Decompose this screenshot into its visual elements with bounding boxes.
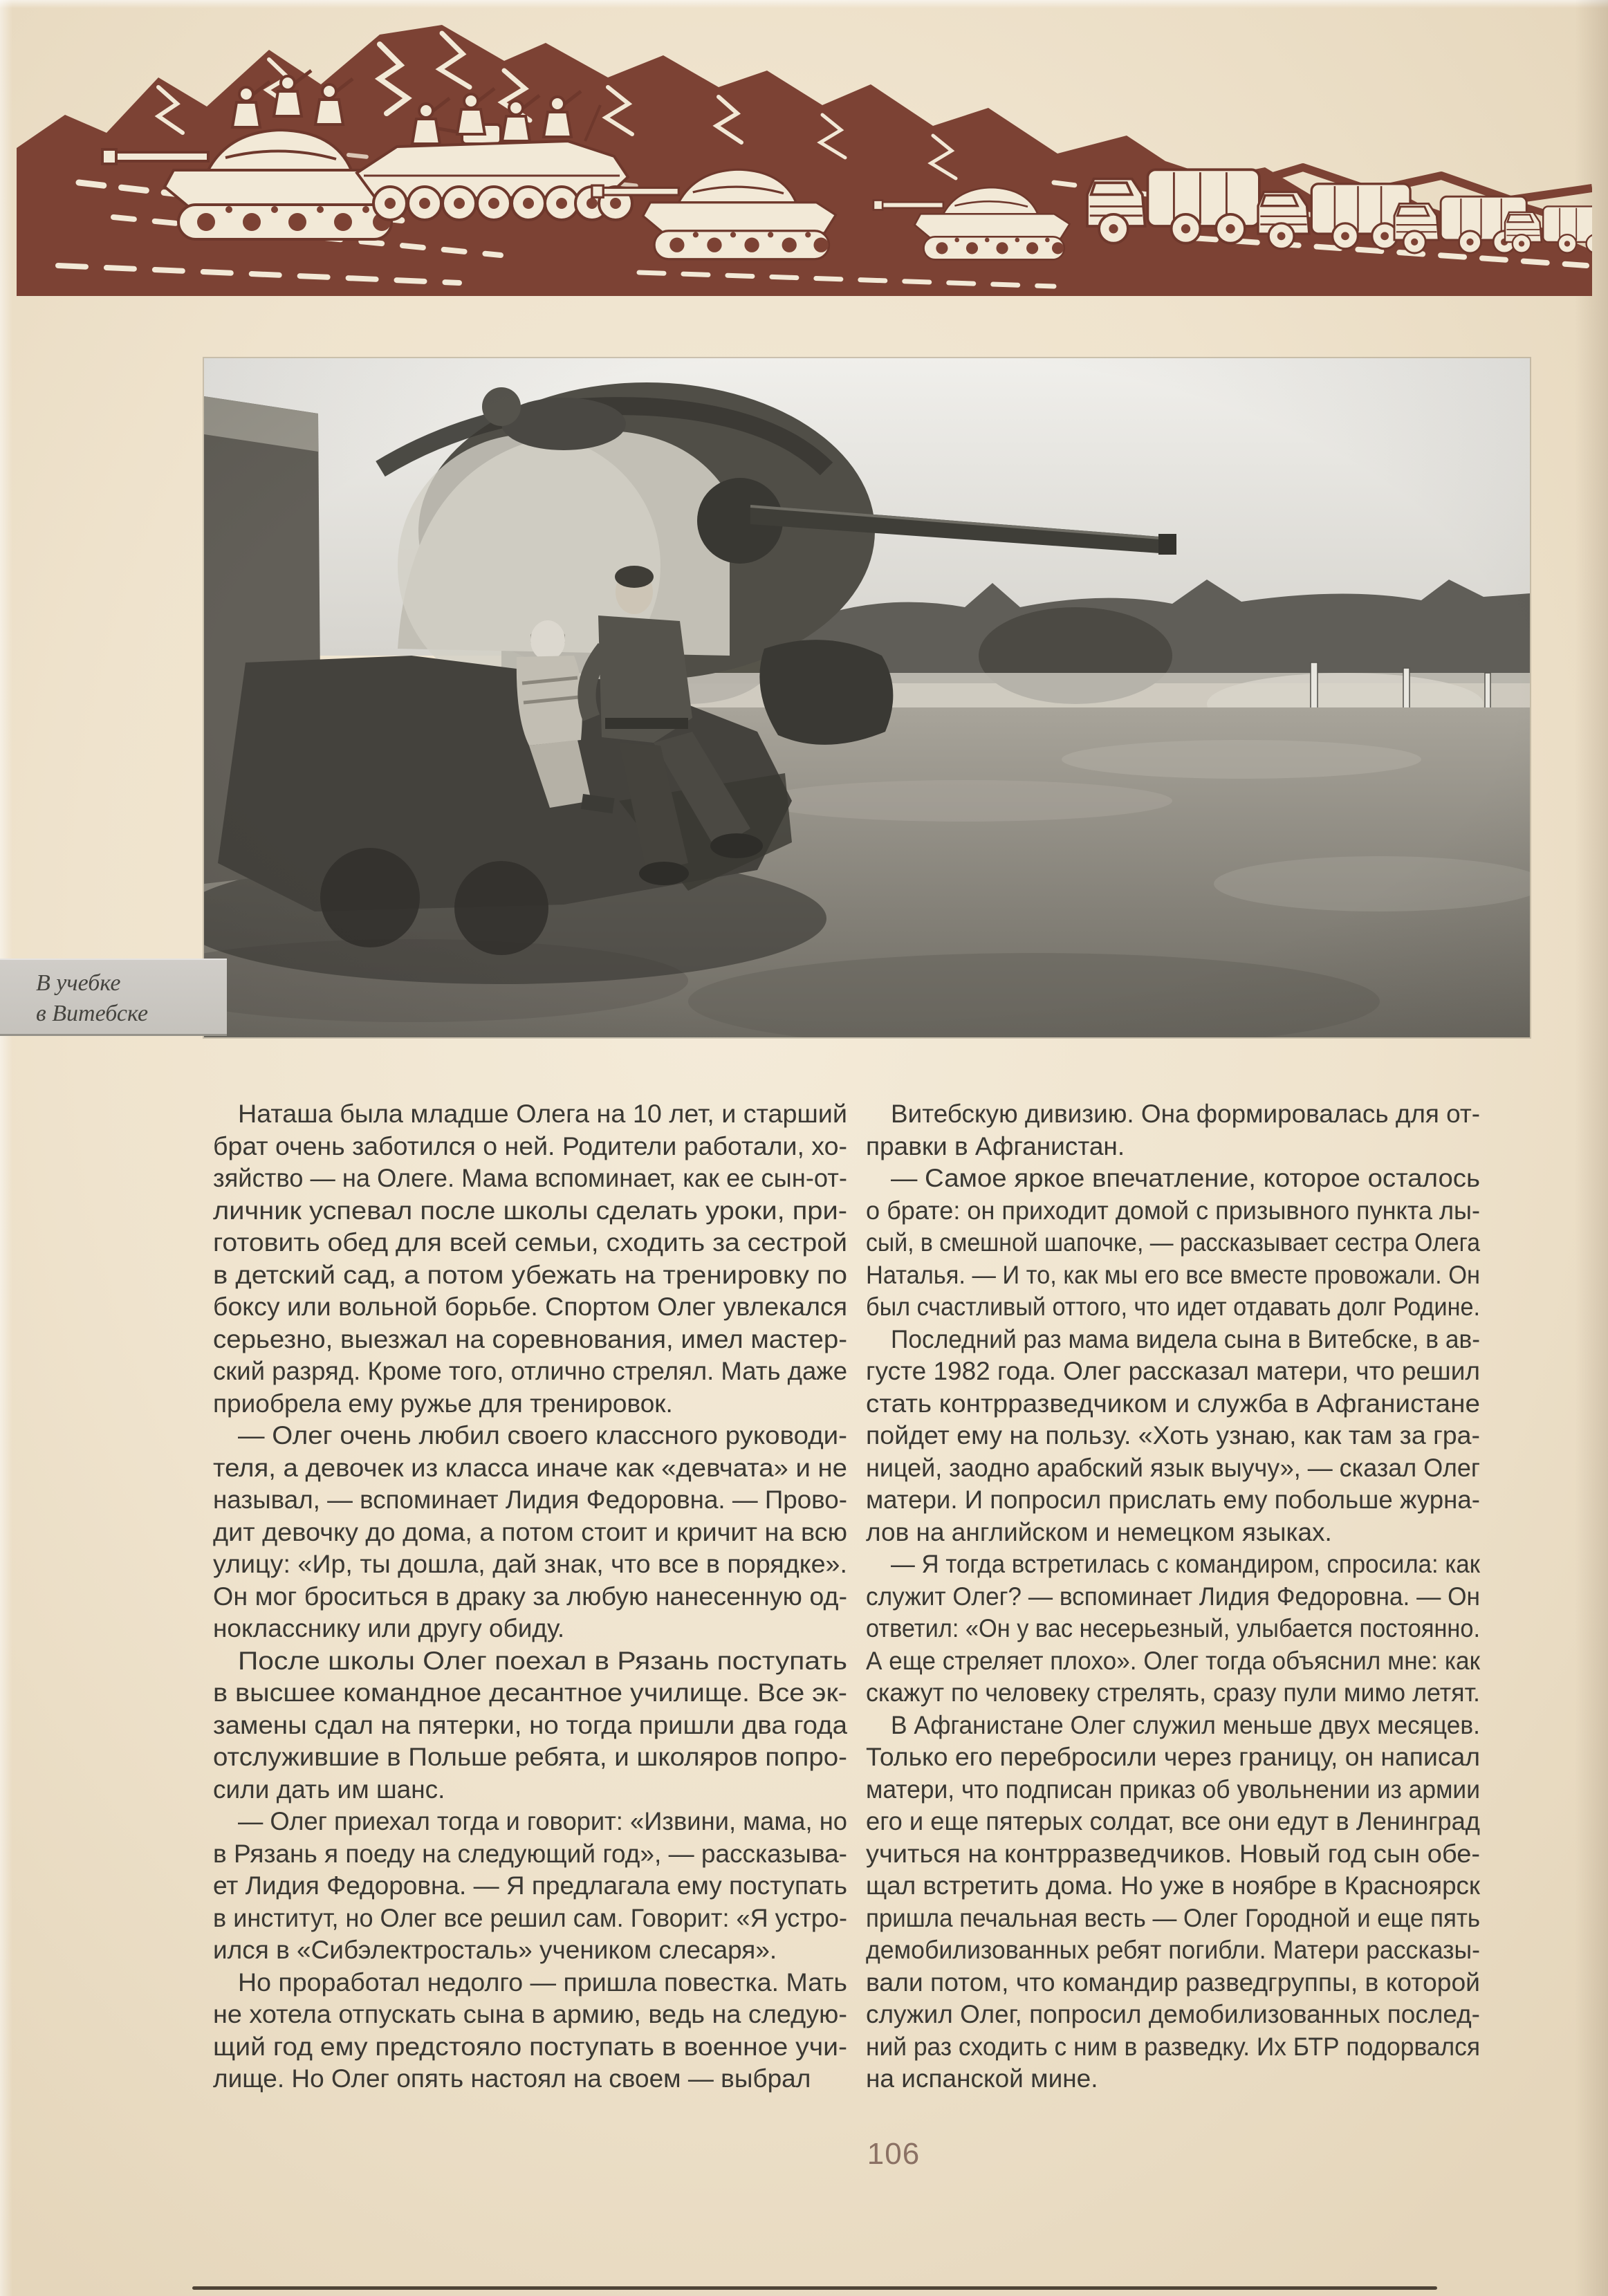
paragraph xyxy=(213,1098,847,1420)
page-edge-left xyxy=(0,0,12,2296)
text-line: Наталья. — И то, как мы его все вместе провожали. Он xyxy=(866,1260,1480,1289)
text-line: густе 1982 года. Олег рассказал матери, что решил xyxy=(866,1357,1480,1385)
text-line: Он мог броситься в драку за любую нанесенную од- xyxy=(213,1582,847,1611)
text-line: В Афганистане Олег служил меньше двух месяцев. xyxy=(891,1710,1480,1739)
text-line: был счастливый оттого, что идет отдавать долг Родине. xyxy=(866,1293,1480,1321)
paragraph xyxy=(213,1420,847,1645)
page-edge-right xyxy=(1575,0,1608,2296)
text-line: Наташа была младше Олега на 10 лет, и старший xyxy=(238,1100,847,1128)
text-line: служил Олег, попросил демобилизованных послед- xyxy=(866,2000,1480,2028)
text-line: — Самое яркое впечатление, которое осталось xyxy=(891,1164,1480,1192)
text-line: ответил: «Он у вас несерьезный, улыбается постоянно. xyxy=(866,1614,1480,1642)
text-line: скажут по человеку стрелять, сразу пули мимо летят. xyxy=(866,1678,1480,1707)
text-line: не хотела отпускать сына в армию, ведь на следую- xyxy=(213,2000,847,2028)
text-line: боксу или вольной борьбе. Спортом Олег увлекался xyxy=(213,1293,847,1321)
text-line: ет Лидия Федоровна. — Я предлагала ему поступать xyxy=(213,1871,847,1900)
text-line: в детский сад, а потом убежать на тренировку по xyxy=(213,1260,847,1289)
paragraph xyxy=(213,1967,847,2095)
text-line: — Олег очень любил своего классного руководи- xyxy=(238,1421,847,1450)
text-column-right xyxy=(866,1098,1480,2095)
text-line: Последний раз мама видела сына в Витебске, в ав- xyxy=(891,1324,1480,1353)
paragraph xyxy=(213,1806,847,1967)
text-line: о брате: он приходит домой с призывного пункта лы- xyxy=(866,1196,1480,1225)
text-line: пришла печальная весть — Олег Городной и еще пять xyxy=(866,1903,1480,1932)
text-line: демобилизованных ребят погибли. Матери рассказы- xyxy=(866,1936,1480,1964)
text-line: нокласснику или другу обиду. xyxy=(213,1614,565,1642)
paragraph xyxy=(866,1163,1480,1324)
tank-with-soldiers-photo xyxy=(204,358,1530,1037)
text-line: его и еще пятерых солдат, все они едут в Ленинград xyxy=(866,1807,1480,1835)
text-line: в высшее командное десантное училище. Все эк- xyxy=(213,1678,847,1707)
photo-caption xyxy=(0,959,227,1036)
text-line: — Я тогда встретилась с командиром, спросила: как xyxy=(891,1550,1480,1578)
text-line: Витебскую дивизию. Она формировалась для от- xyxy=(891,1100,1480,1128)
header-illustration xyxy=(17,10,1592,296)
text-line: служит Олег? — вспоминает Лидия Федоровна. — Он xyxy=(866,1582,1480,1611)
text-line: вали потом, что командир разведгруппы, в которой xyxy=(866,1968,1480,1997)
text-line: улицу: «Ир, ты дошла, дай знак, что все в порядке». xyxy=(213,1550,847,1578)
text-line: отслужившие в Польше ребята, и школяров попро- xyxy=(213,1743,847,1771)
text-line: правки в Афганистан. xyxy=(866,1131,1125,1160)
text-line: матери. И попросил прислать ему побольше журна- xyxy=(866,1485,1480,1514)
text-line: ний раз сходить с ним в разведку. Их БТР подорвался xyxy=(866,2032,1480,2061)
caption-line: В учебке xyxy=(36,970,121,996)
paragraph xyxy=(213,1645,847,1806)
text-line: лов на английском и немецком языках. xyxy=(866,1517,1332,1546)
text-line: теля, а девочек из класса иначе как «девчата» и не xyxy=(213,1453,847,1482)
scan-edge-line xyxy=(192,2286,1437,2290)
text-line: дит девочку до дома, а потом стоит и кричит на всю xyxy=(213,1517,847,1546)
paragraph xyxy=(866,1098,1480,1163)
paragraph xyxy=(866,1324,1480,1549)
truck-silhouette xyxy=(1258,184,1410,249)
text-line: ский разряд. Кроме того, отлично стрелял. Мать даже xyxy=(213,1357,847,1385)
paragraph xyxy=(866,1548,1480,1710)
text-line: замены сдал на пятерки, но тогда пришли два года xyxy=(213,1710,847,1739)
text-line: личник успевал после школы сделать уроки, при- xyxy=(213,1196,847,1225)
text-line: А еще стреляет плохо». Олег тогда объяснил мне: как xyxy=(866,1646,1480,1675)
text-line: После школы Олег поехал в Рязань поступать xyxy=(238,1646,847,1675)
text-line: называл, — вспоминает Лидия Федоровна. — Прово- xyxy=(213,1485,847,1514)
text-line: в институт, но Олег все решил сам. Говорит: «Я устро- xyxy=(213,1903,847,1932)
text-line: сый, в смешной шапочке, — рассказывает сестра Олега xyxy=(866,1228,1480,1257)
text-line: зяйство — на Олеге. Мама вспоминает, как ее сын-от- xyxy=(213,1164,847,1192)
text-line: матери, что подписан приказ об увольнении из армии xyxy=(866,1775,1480,1804)
text-line: Только его перебросили через границу, он написал xyxy=(866,1743,1480,1771)
text-line: — Олег приехал тогда и говорит: «Извини, мама, но xyxy=(238,1807,847,1835)
text-line: брат очень заботился о ней. Родители работали, хо- xyxy=(213,1131,847,1160)
text-line: ницей, заодно арабский язык выучу», — сказал Олег xyxy=(866,1453,1480,1482)
text-line: на испанской мине. xyxy=(866,2064,1098,2093)
text-line: готовить обед для всей семьи, сходить за сестрой xyxy=(213,1228,847,1257)
text-column-left xyxy=(213,1098,847,2095)
page-number: 106 xyxy=(867,2137,921,2171)
page-edge-top xyxy=(0,0,1608,8)
text-line: ился в «Сибэлектросталь» учеником слесаря». xyxy=(213,1936,777,1964)
text-line: серьезно, выезжал на соревнования, имел мастер- xyxy=(213,1324,847,1353)
text-line: щал встретить дома. Но уже в ноябре в Красноярск xyxy=(866,1871,1480,1900)
text-line: учиться на контрразведчиков. Новый год сын обе- xyxy=(866,1839,1480,1868)
text-line: приобрела ему ружье для тренировок. xyxy=(213,1389,673,1418)
text-line: щий год ему предстояло поступать в военное учи- xyxy=(213,2032,847,2061)
text-line: лище. Но Олег опять настоял на своем — выбрал xyxy=(213,2064,811,2093)
text-line: пойдет ему на пользу. «Хоть узнаю, как там за гра- xyxy=(866,1421,1480,1450)
truck-silhouette xyxy=(1087,169,1259,243)
text-line: сили дать им шанс. xyxy=(213,1775,445,1804)
text-line: стать контрразведчиком и служба в Афганистане xyxy=(866,1389,1480,1418)
text-line: в Рязань я поеду на следующий год», — рассказыва- xyxy=(213,1839,847,1868)
caption-line: в Витебске xyxy=(36,1001,149,1026)
paragraph xyxy=(866,1710,1480,2095)
text-line: Но проработал недолго — пришла повестка. Мать xyxy=(238,1968,847,1997)
